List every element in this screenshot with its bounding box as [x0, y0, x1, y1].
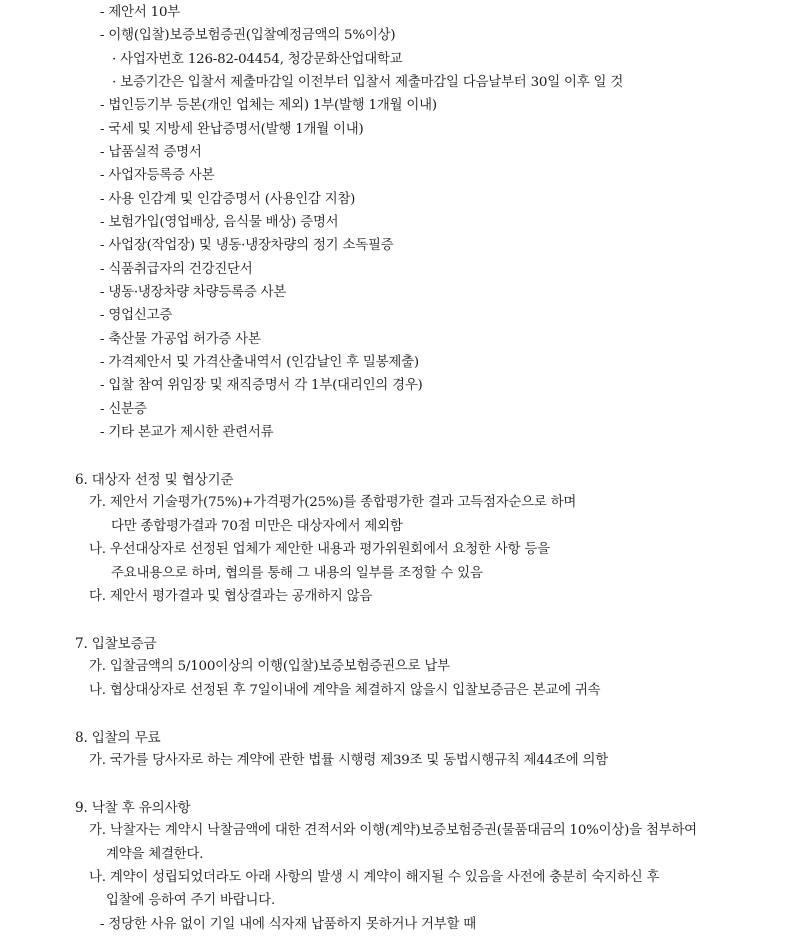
list-item: · 사업자번호 126-82-04454, 청강문화산업대학교	[112, 52, 403, 67]
list-item: - 사업장(작업장) 및 냉동·냉장차량의 정기 소독필증	[100, 238, 394, 253]
list-item: 가. 국가를 당사자로 하는 계약에 관한 법률 시행령 제39조 및 동법시행규칙 제44조에 의함	[89, 753, 609, 768]
list-item: - 법인등기부 등본(개인 업체는 제외) 1부(발행 1개월 이내)	[100, 98, 437, 113]
list-item: - 사업자등록증 사본	[100, 168, 215, 183]
list-item: - 냉동·냉장차량 차량등록증 사본	[100, 285, 287, 300]
list-item: - 정당한 사유 없이 기일 내에 식자재 납품하지 못하거나 거부할 때	[100, 917, 477, 932]
list-item: 가. 제안서 기술평가(75%)+가격평가(25%)를 종합평가한 결과 고득점자순으로 하며	[89, 495, 577, 510]
list-item: 나. 협상대상자로 선정된 후 7일이내에 계약을 체결하지 않을시 입찰보증금은 본교에 귀속	[89, 683, 601, 698]
list-item: - 기타 본교가 제시한 관련서류	[100, 425, 274, 440]
list-item: 다만 종합평가결과 70점 미만은 대상자에서 제외함	[111, 519, 403, 534]
list-item: 가. 입찰금액의 5/100이상의 이행(입찰)보증보험증권으로 납부	[89, 659, 450, 674]
list-item: 나. 계약이 성립되었더라도 아래 사항의 발생 시 계약이 해지될 수 있음을 사전에 충분히 숙지하신 후	[89, 870, 660, 885]
section-heading: 6. 대상자 선정 및 협상기준	[75, 472, 234, 488]
list-item: - 보험가입(영업배상, 음식물 배상) 증명서	[100, 215, 339, 230]
list-item: - 영업신고증	[100, 308, 173, 323]
section-heading: 7. 입찰보증금	[75, 636, 157, 652]
list-item: 나. 우선대상자로 선정된 업체가 제안한 내용과 평가위원회에서 요청한 사항 등을	[89, 542, 550, 557]
list-item: - 신분증	[100, 402, 147, 417]
list-item: - 납품실적 증명서	[100, 145, 202, 160]
section-heading: 8. 입찰의 무료	[75, 730, 161, 746]
list-item: 가. 낙찰자는 계약시 낙찰금액에 대한 견적서와 이행(계약)보증보험증권(물품대금의 10%이상)을 첨부하여	[89, 823, 697, 838]
list-item: 입찰에 응하여 주기 바랍니다.	[106, 893, 276, 908]
list-item: 주요내용으로 하며, 협의를 통해 그 내용의 일부를 조정할 수 있음	[111, 566, 483, 581]
list-item: - 축산물 가공업 허가증 사본	[100, 332, 261, 347]
list-item: - 이행(입찰)보증보험증권(입찰예정금액의 5%이상)	[100, 28, 396, 43]
list-item: - 국세 및 지방세 완납증명서(발행 1개월 이내)	[100, 122, 364, 137]
list-item: - 가격제안서 및 가격산출내역서 (인감날인 후 밀봉제출)	[100, 355, 419, 370]
list-item: - 입찰 참여 위임장 및 재직증명서 각 1부(대리인의 경우)	[100, 378, 423, 393]
list-item: · 보증기간은 입찰서 제출마감일 이전부터 입찰서 제출마감일 다음날부터 30일 이후 일 것	[112, 75, 624, 90]
list-item: 다. 제안서 평가결과 및 협상결과는 공개하지 않음	[89, 589, 373, 604]
section-heading: 9. 낙찰 후 유의사항	[75, 800, 191, 816]
list-item: - 제안서 10부	[100, 5, 181, 20]
list-item: - 식품취급자의 건강진단서	[100, 262, 253, 277]
list-item: 계약을 체결한다.	[106, 847, 204, 862]
list-item: - 사용 인감계 및 인감증명서 (사용인감 지참)	[100, 192, 356, 207]
